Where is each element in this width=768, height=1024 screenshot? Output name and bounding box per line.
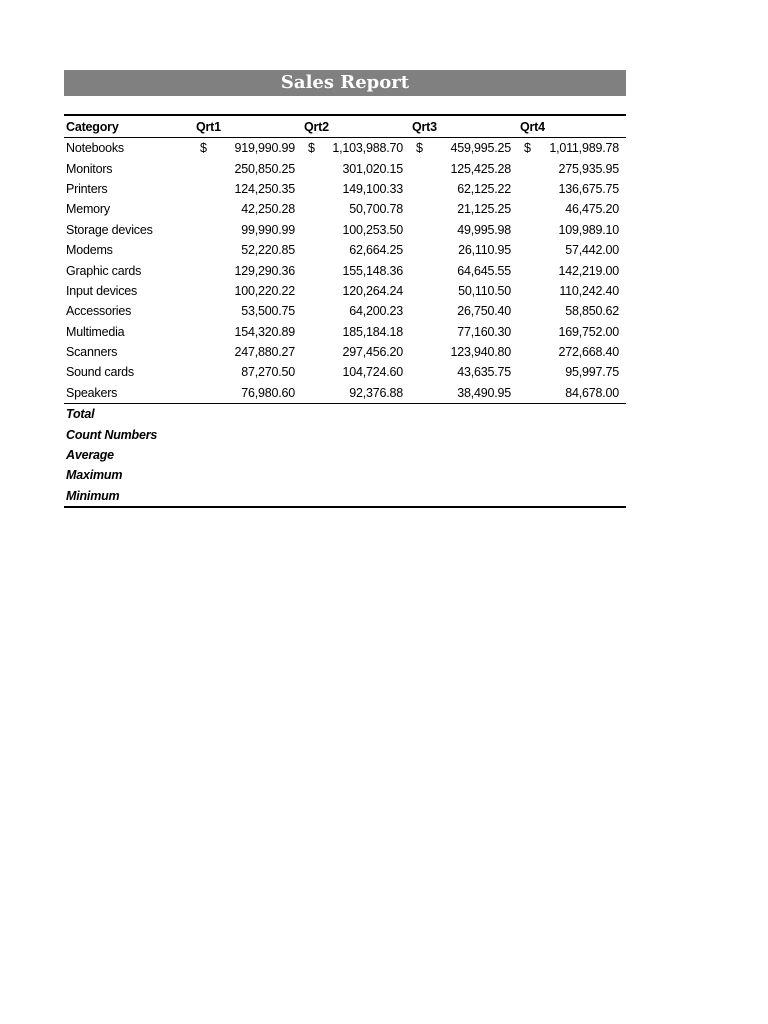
sales-table [64, 114, 626, 508]
value-cell-qrt4 [518, 138, 626, 159]
category-cell: Multimedia [66, 324, 125, 339]
summary-value-cell [410, 424, 518, 444]
summary-rows [64, 404, 626, 507]
value-text: 100,220.22 [234, 283, 295, 298]
table-row [64, 362, 626, 382]
value-cell-qrt3 [410, 383, 518, 404]
value-cell-qrt2 [302, 301, 410, 321]
value-cell-qrt4 [518, 199, 626, 219]
value-cell-qrt2 [302, 260, 410, 280]
value-cell-qrt2 [302, 158, 410, 178]
summary-label: Average [66, 448, 114, 463]
column-header-qrt1: Qrt1 [194, 115, 302, 138]
value-cell-qrt2 [302, 179, 410, 199]
value-text: 272,668.40 [558, 345, 619, 360]
value-text: 123,940.80 [450, 345, 511, 360]
value-text: 26,750.40 [457, 304, 511, 319]
value-cell-qrt3 [410, 158, 518, 178]
summary-value-cell [302, 404, 410, 425]
category-cell: Monitors [66, 161, 113, 176]
value-cell-qrt3 [410, 138, 518, 159]
value-text: 62,664.25 [349, 243, 403, 258]
value-text: 1,103,988.70 [332, 141, 403, 156]
category-cell: Printers [66, 181, 108, 196]
value-cell-qrt4 [518, 220, 626, 240]
value-text: 247,880.27 [234, 345, 295, 360]
value-text: 149,100.33 [342, 181, 403, 196]
value-text: 301,020.15 [342, 161, 403, 176]
value-text: 64,200.23 [349, 304, 403, 319]
summary-value-cell [302, 445, 410, 465]
value-cell-qrt2 [302, 138, 410, 159]
value-cell-qrt3 [410, 220, 518, 240]
value-text: 76,980.60 [241, 385, 295, 400]
spacer [64, 96, 626, 114]
category-cell: Modems [66, 243, 113, 258]
summary-value-cell [302, 486, 410, 507]
currency-symbol: $ [308, 141, 315, 156]
value-cell-qrt1 [194, 281, 302, 301]
value-cell-qrt2 [302, 383, 410, 404]
value-cell-qrt4 [518, 342, 626, 362]
column-header-category: Category [64, 115, 194, 138]
value-cell-qrt1 [194, 240, 302, 260]
table-row [64, 220, 626, 240]
value-cell-qrt2 [302, 322, 410, 342]
value-cell-qrt1 [194, 138, 302, 159]
summary-value-cell [194, 424, 302, 444]
summary-row [64, 424, 626, 444]
value-text: 38,490.95 [457, 385, 511, 400]
value-text: 250,850.25 [234, 161, 295, 176]
value-text: 110,242.40 [559, 283, 619, 298]
value-cell-qrt2 [302, 362, 410, 382]
value-text: 26,110.95 [458, 243, 511, 258]
summary-value-cell [194, 465, 302, 485]
currency-symbol: $ [416, 141, 423, 156]
summary-value-cell [302, 465, 410, 485]
currency-symbol: $ [200, 141, 207, 156]
value-cell-qrt3 [410, 362, 518, 382]
value-text: 154,320.89 [234, 324, 295, 339]
summary-label: Minimum [64, 486, 194, 507]
value-text: 50,110.50 [458, 283, 511, 298]
value-cell-qrt3 [410, 342, 518, 362]
summary-row [64, 465, 626, 485]
value-cell-qrt4 [518, 158, 626, 178]
value-text: 142,219.00 [558, 263, 619, 278]
value-text: 46,475.20 [565, 202, 619, 217]
table-row [64, 383, 626, 404]
value-cell-qrt4 [518, 240, 626, 260]
value-text: 57,442.00 [565, 243, 619, 258]
value-text: 275,935.95 [558, 161, 619, 176]
category-cell: Notebooks [66, 141, 124, 156]
summary-value-cell [410, 445, 518, 465]
value-cell-qrt1 [194, 301, 302, 321]
value-cell-qrt3 [410, 301, 518, 321]
table-row [64, 199, 626, 219]
header-row [64, 115, 626, 138]
value-text: 169,752.00 [558, 324, 619, 339]
summary-value-cell [302, 424, 410, 444]
value-text: 42,250.28 [241, 202, 295, 217]
summary-row [64, 486, 626, 507]
table-row [64, 158, 626, 178]
sales-report [64, 70, 626, 508]
value-cell-qrt4 [518, 260, 626, 280]
column-header-qrt2: Qrt2 [302, 115, 410, 138]
value-text: 109,989.10 [558, 222, 619, 237]
summary-value-cell [410, 486, 518, 507]
value-cell-qrt1 [194, 158, 302, 178]
table-row [64, 301, 626, 321]
value-text: 49,995.98 [457, 222, 511, 237]
category-cell: Scanners [66, 345, 118, 360]
data-rows [64, 138, 626, 404]
summary-value-cell [194, 404, 302, 425]
summary-value-cell [518, 445, 626, 465]
summary-row [64, 404, 626, 425]
value-cell-qrt1 [194, 362, 302, 382]
value-text: 95,997.75 [565, 365, 619, 380]
value-text: 459,995.25 [450, 141, 511, 156]
summary-label: Count Numbers [66, 427, 158, 442]
currency-symbol: $ [524, 141, 531, 156]
value-cell-qrt4 [518, 383, 626, 404]
value-text: 124,250.35 [234, 181, 295, 196]
table-row [64, 281, 626, 301]
value-cell-qrt3 [410, 281, 518, 301]
value-cell-qrt3 [410, 260, 518, 280]
value-cell-qrt1 [194, 342, 302, 362]
value-text: 77,160.30 [457, 324, 511, 339]
category-cell: Accessories [66, 304, 132, 319]
category-cell: Storage devices [66, 222, 153, 237]
value-text: 62,125.22 [457, 181, 511, 196]
category-cell: Input devices [66, 283, 138, 298]
category-cell: Memory [66, 202, 110, 217]
value-cell-qrt2 [302, 342, 410, 362]
value-text: 50,700.78 [349, 202, 403, 217]
value-text: 1,011,989.78 [549, 141, 619, 156]
value-cell-qrt2 [302, 220, 410, 240]
value-text: 21,125.25 [457, 202, 511, 217]
value-text: 52,220.85 [241, 243, 295, 258]
value-text: 100,253.50 [342, 222, 403, 237]
column-header-qrt4: Qrt4 [518, 115, 626, 138]
value-cell-qrt3 [410, 322, 518, 342]
value-text: 136,675.75 [558, 181, 619, 196]
value-text: 185,184.18 [342, 324, 403, 339]
category-cell: Speakers [64, 383, 194, 404]
table-row [64, 322, 626, 342]
value-cell-qrt1 [194, 322, 302, 342]
value-text: 297,456.20 [342, 345, 403, 360]
value-cell-qrt2 [302, 281, 410, 301]
table-row [64, 179, 626, 199]
value-text: 92,376.88 [349, 385, 403, 400]
summary-value-cell [410, 404, 518, 425]
value-text: 99,990.99 [241, 222, 295, 237]
value-text: 919,990.99 [234, 141, 295, 156]
column-header-qrt3: Qrt3 [410, 115, 518, 138]
value-text: 129,290.36 [234, 263, 295, 278]
table-row [64, 260, 626, 280]
summary-value-cell [518, 486, 626, 507]
value-cell-qrt4 [518, 281, 626, 301]
value-text: 87,270.50 [241, 365, 295, 380]
value-text: 155,148.36 [342, 263, 403, 278]
value-cell-qrt1 [194, 179, 302, 199]
value-cell-qrt4 [518, 301, 626, 321]
value-cell-qrt3 [410, 199, 518, 219]
summary-value-cell [410, 465, 518, 485]
value-cell-qrt2 [302, 199, 410, 219]
value-cell-qrt1 [194, 199, 302, 219]
value-text: 43,635.75 [457, 365, 511, 380]
summary-value-cell [518, 465, 626, 485]
report-title: Sales Report [64, 70, 626, 96]
value-text: 84,678.00 [565, 385, 619, 400]
value-cell-qrt4 [518, 322, 626, 342]
summary-value-cell [194, 486, 302, 507]
table-row [64, 138, 626, 159]
category-cell: Graphic cards [66, 263, 142, 278]
value-text: 104,724.60 [342, 365, 403, 380]
value-cell-qrt4 [518, 179, 626, 199]
value-cell-qrt3 [410, 240, 518, 260]
table-row [64, 342, 626, 362]
value-cell-qrt2 [302, 240, 410, 260]
value-cell-qrt3 [410, 179, 518, 199]
summary-value-cell [518, 424, 626, 444]
summary-label: Total [66, 407, 95, 422]
summary-row [64, 445, 626, 465]
value-cell-qrt1 [194, 260, 302, 280]
value-text: 64,645.55 [457, 263, 511, 278]
value-text: 120,264.24 [342, 283, 403, 298]
summary-label: Maximum [66, 468, 123, 483]
summary-value-cell [194, 445, 302, 465]
value-text: 58,850.62 [565, 304, 619, 319]
category-cell: Sound cards [66, 365, 134, 380]
summary-value-cell [518, 404, 626, 425]
value-text: 53,500.75 [241, 304, 295, 319]
table-row [64, 240, 626, 260]
value-cell-qrt1 [194, 220, 302, 240]
value-cell-qrt1 [194, 383, 302, 404]
value-text: 125,425.28 [450, 161, 511, 176]
value-cell-qrt4 [518, 362, 626, 382]
